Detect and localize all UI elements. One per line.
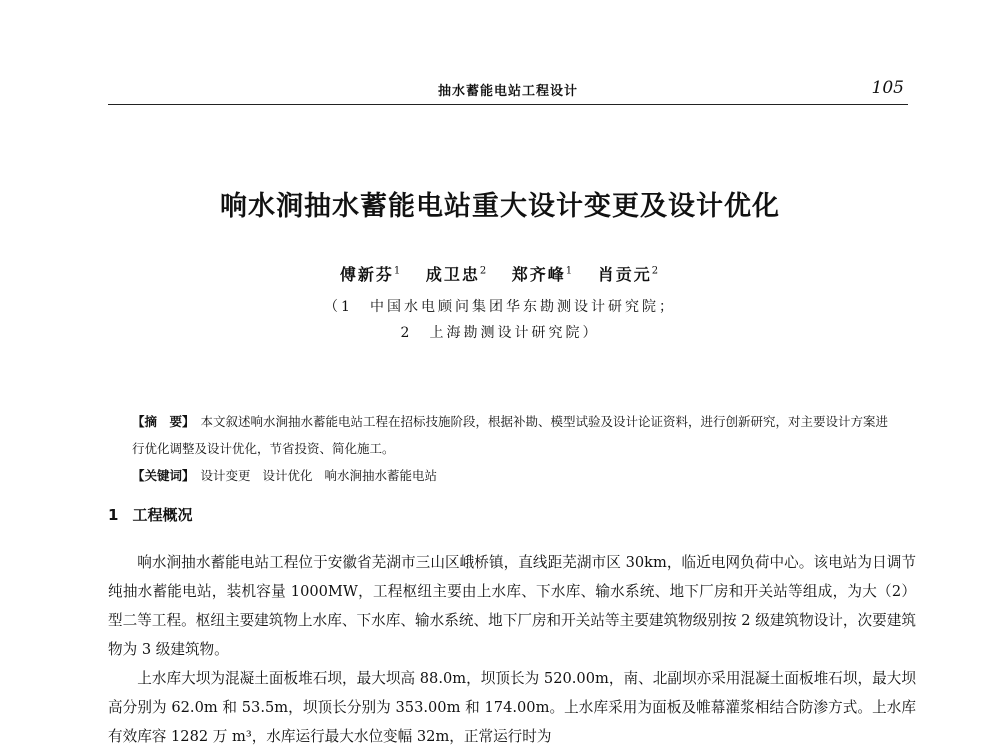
keywords-label: 【关键词】	[132, 468, 195, 483]
keyword: 响水涧抽水蓄能电站	[324, 468, 438, 483]
page-number: 105	[871, 78, 904, 98]
running-header	[108, 78, 908, 105]
author: 傅新芬$^1$	[339, 265, 403, 284]
paper-title: 响水涧抽水蓄能电站重大设计变更及设计优化	[220, 191, 780, 222]
journal-title: 抽水蓄能电站工程设计	[437, 84, 578, 99]
author: 郑齐峰$^1$	[511, 265, 575, 284]
keywords	[132, 462, 892, 489]
affiliation-line-2: 2 上海勘测设计研究院）	[400, 325, 600, 341]
author: 肖贡元$^2$	[597, 265, 661, 284]
abstract-block	[132, 408, 892, 489]
paragraph: 响水涧抽水蓄能电站工程位于安徽省芜湖市三山区峨桥镇，直线距芜湖市区 30km，临近电网负荷中心。该电站为日调节纯抽水蓄能电站，装机容量 1000MW，工程枢纽主要由上水库、下水库、输水系统、地下厂房和开关站等组成，为大（2）型二等工程。枢纽主要建筑物上水库、下水库、输水系统、地下厂房和开关站等主要建筑物级别按 2 级建筑物设计，次要建筑物为 3 级建筑物。	[108, 554, 916, 658]
author-list	[0, 262, 1000, 285]
section-title: 工程概况	[132, 506, 193, 524]
keyword: 设计优化	[262, 468, 313, 483]
abstract-label: 【摘 要】	[132, 414, 195, 429]
affiliation-line-1: （1 中国水电顾问集团华东勘测设计研究院；	[324, 299, 676, 315]
body-text	[108, 548, 916, 751]
author: 成卫忠$^2$	[425, 265, 489, 284]
paragraph: 上水库大坝为混凝土面板堆石坝，最大坝高 88.0m，坝顶长为 520.00m，南、北副坝亦采用混凝土面板堆石坝，最大坝高分别为 62.0m 和 53.5m，坝顶长分别为 353.00m 和 174.00m。上水库采用为面板及帷幕灌浆相结合防渗方式。上水库有效库容 1282 万 m³，水库运行最大水位变幅 32m，正常运行时为	[108, 670, 916, 745]
section-number: 1	[108, 506, 119, 524]
abstract	[132, 408, 892, 462]
keyword: 设计变更	[200, 468, 251, 483]
abstract-text: 本文叙述响水涧抽水蓄能电站工程在招标技施阶段，根据补勘、模型试验及设计论证资料，进行创新研究，对主要设计方案进行优化调整及设计优化，节省投资、简化施工。	[132, 414, 889, 456]
section-heading	[108, 504, 192, 525]
